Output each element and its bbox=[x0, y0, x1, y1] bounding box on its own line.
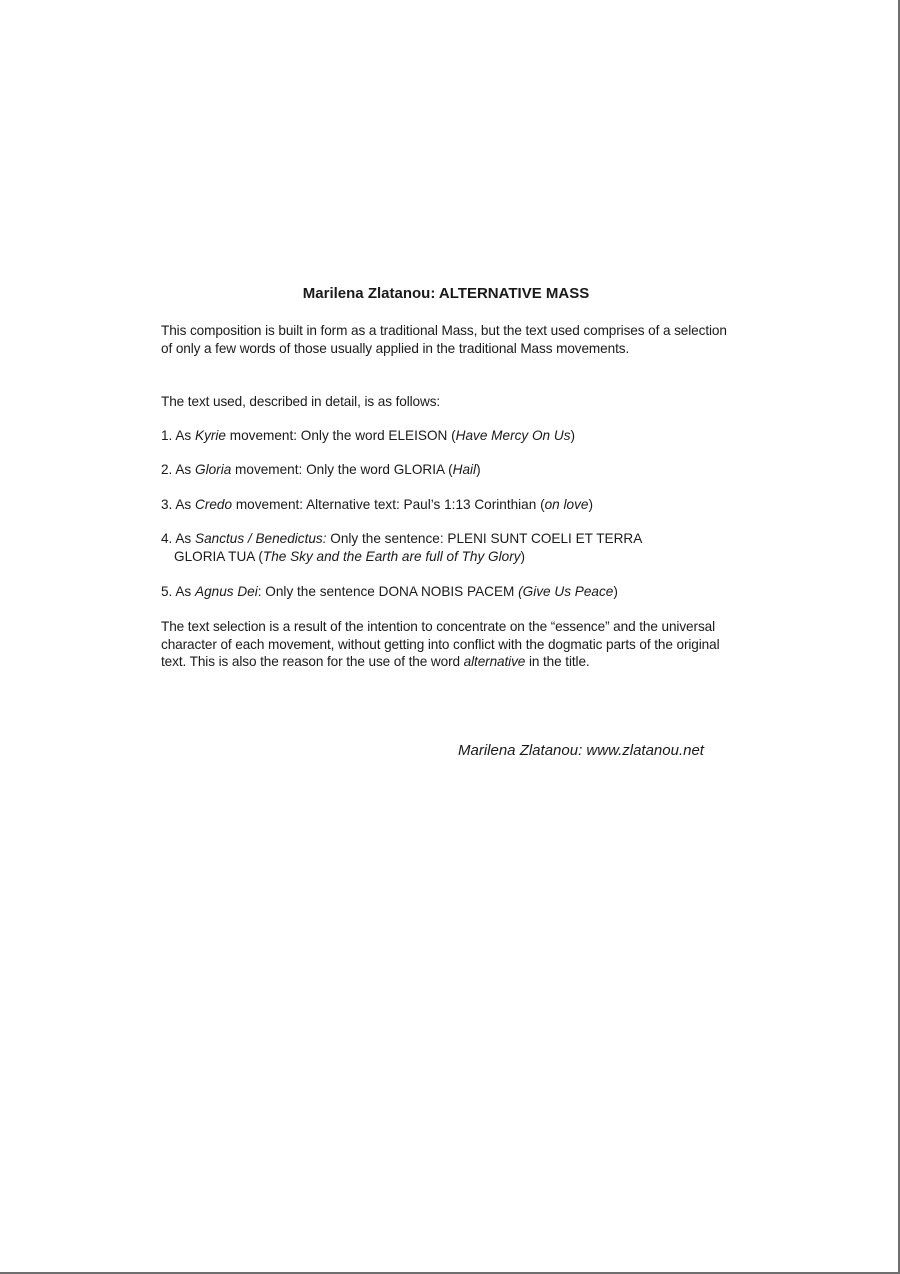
item-description: movement: Only the word ELEISON ( bbox=[226, 428, 456, 443]
item-description: : Only the sentence DONA NOBIS PACEM bbox=[257, 584, 519, 599]
page-title: Marilena Zlatanou: ALTERNATIVE MASS bbox=[302, 285, 590, 302]
item-translation: The Sky and the Earth are full of Thy Glory bbox=[262, 549, 521, 564]
item-end: ) bbox=[570, 428, 576, 443]
movement-name: Sanctus / Benedictus: bbox=[195, 531, 327, 546]
intro-paragraph: This composition is built in form as a traditional Mass, but the text used comprises of a selection of only a few words of those usually applied in the traditional Mass movements. bbox=[161, 323, 727, 356]
item-number: 4. As bbox=[161, 531, 196, 546]
movement-name: Credo bbox=[195, 497, 233, 512]
item-continuation-text: GLORIA TUA ( bbox=[174, 549, 263, 564]
list-item bbox=[161, 583, 741, 601]
list-item bbox=[161, 496, 741, 514]
list-item bbox=[161, 427, 741, 445]
item-end: ) bbox=[520, 549, 526, 564]
item-number: 3. As bbox=[161, 497, 196, 512]
text-used-paragraph: The text used, described in detail, is as follows: bbox=[161, 394, 441, 409]
closing-emphasis: alternative bbox=[463, 654, 526, 669]
item-description: movement: Only the word GLORIA ( bbox=[231, 462, 453, 477]
item-translation: Hail bbox=[452, 462, 477, 477]
closing-paragraph bbox=[161, 618, 733, 671]
item-description: movement: Alternative text: Paul’s 1:13 Corinthian ( bbox=[232, 497, 545, 512]
item-number: 5. As bbox=[161, 584, 196, 599]
closing-text: The text selection is a result of the intention to concentrate on the “essence” and the universal character of each movement, without getting into conflict with the dogmatic parts of the original text. This is also the reason for the use of the word bbox=[161, 619, 720, 669]
movement-name: Agnus Dei bbox=[195, 584, 258, 599]
item-description: Only the sentence: PLENI SUNT COELI ET TERRA bbox=[326, 531, 643, 546]
item-continuation bbox=[161, 548, 741, 566]
signature: Marilena Zlatanou: www.zlatanou.net bbox=[458, 742, 704, 759]
item-end: ) bbox=[588, 497, 593, 512]
movement-name: Gloria bbox=[195, 462, 232, 477]
closing-text-end: in the title. bbox=[525, 654, 590, 669]
item-end: ) bbox=[613, 584, 618, 599]
item-translation: on love bbox=[544, 497, 589, 512]
item-number: 1. As bbox=[161, 428, 196, 443]
item-number: 2. As bbox=[161, 462, 196, 477]
item-end: ) bbox=[476, 462, 481, 477]
movement-name: Kyrie bbox=[195, 428, 226, 443]
item-translation: Have Mercy On Us bbox=[455, 428, 571, 443]
item-translation: (Give Us Peace bbox=[518, 584, 614, 599]
list-item bbox=[161, 530, 741, 566]
list-item bbox=[161, 461, 741, 479]
